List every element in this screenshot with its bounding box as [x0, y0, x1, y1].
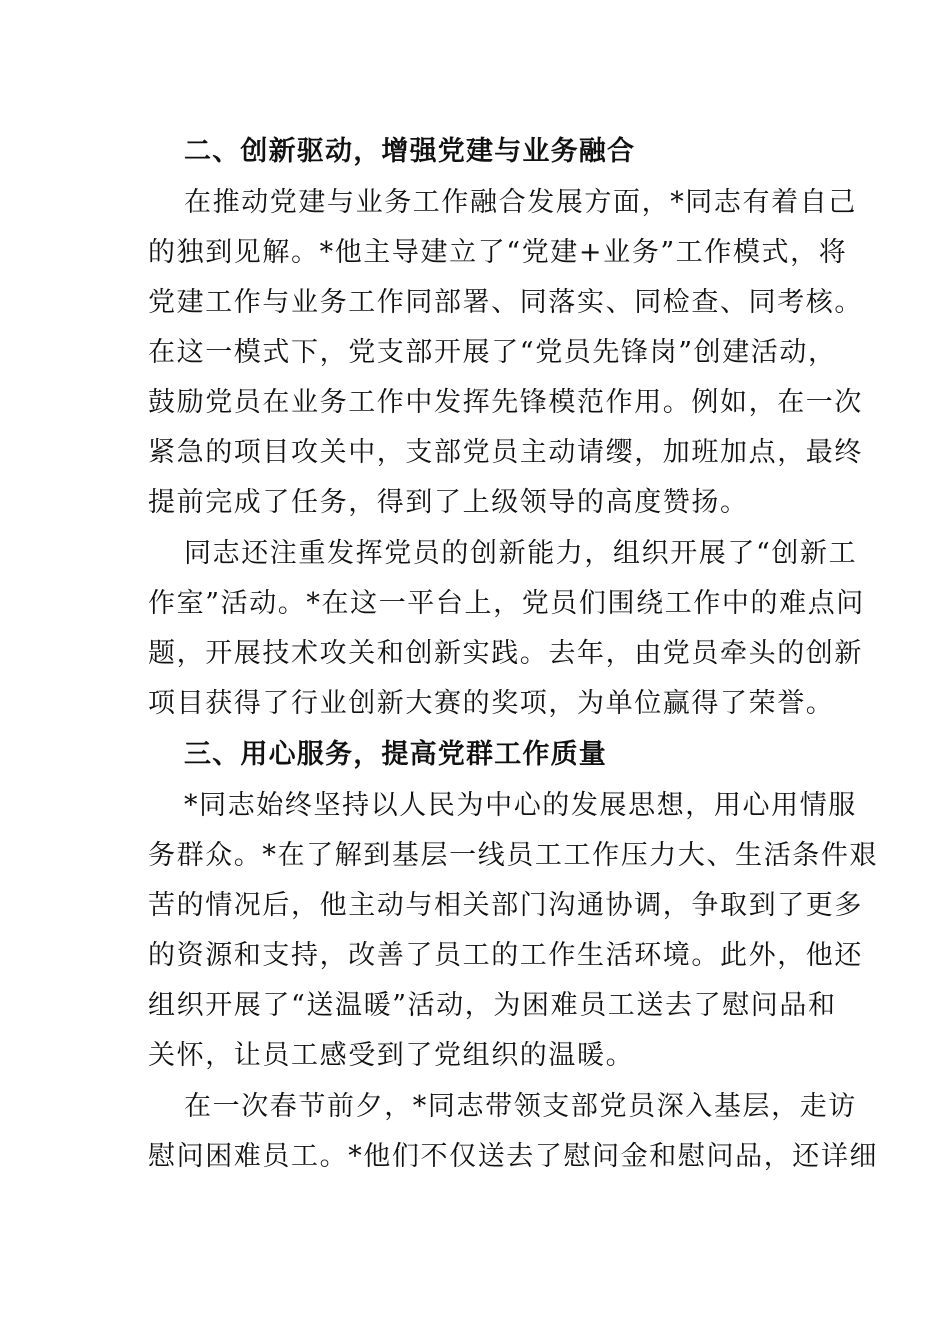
text-line: 的资源和支持，改善了员工的工作生活环境。此外，他还 — [148, 940, 863, 971]
text-line: 在这一模式下，党支部开展了“党员先锋岗”创建活动， — [148, 337, 837, 368]
text-line: 党建工作与业务工作同部署、同落实、同检查、同考核。 — [148, 287, 863, 318]
text-line: 项目获得了行业创新大赛的奖项，为单位赢得了荣誉。 — [148, 688, 835, 719]
text-line: 在一次春节前夕，*同志带领支部党员深入基层，走访 — [184, 1091, 857, 1122]
text-line: 组织开展了“送温暖”活动，为困难员工送去了慰问品和 — [148, 990, 837, 1021]
text-line: 题，开展技术攻关和创新实践。去年，由党员牵头的创新 — [148, 638, 863, 669]
text-line: 紧急的项目攻关中，支部党员主动请缨，加班加点，最终 — [148, 437, 863, 468]
text-line: 苦的情况后，他主动与相关部门沟通协调，争取到了更多 — [148, 890, 863, 921]
text-line: 在推动党建与业务工作融合发展方面，*同志有着自己 — [184, 187, 857, 218]
text-line: 鼓励党员在业务工作中发挥先锋模范作用。例如，在一次 — [148, 387, 863, 418]
text-line: 的独到见解。*他主导建立了“党建+业务”工作模式，将 — [148, 237, 848, 268]
text-line: 提前完成了任务，得到了上级领导的高度赞扬。 — [148, 487, 749, 518]
text-line: 慰问困难员工。*他们不仅送去了慰问金和慰问品，还详细 — [148, 1141, 879, 1172]
text-line: 同志还注重发挥党员的创新能力，组织开展了“创新工 — [184, 538, 858, 569]
text-line: 关怀，让员工感受到了党组织的温暖。 — [148, 1040, 635, 1071]
section-heading-2: 二、创新驱动，增强党建与业务融合 — [184, 136, 636, 167]
text-line: 务群众。*在了解到基层一线员工工作压力大、生活条件艰 — [148, 840, 879, 871]
text-line: 作室”活动。*在这一平台上，党员们围绕工作中的难点问 — [148, 588, 865, 619]
section-heading-3: 三、用心服务，提高党群工作质量 — [184, 739, 607, 770]
text-line: *同志始终坚持以人民为中心的发展思想，用心用情服 — [184, 790, 857, 821]
